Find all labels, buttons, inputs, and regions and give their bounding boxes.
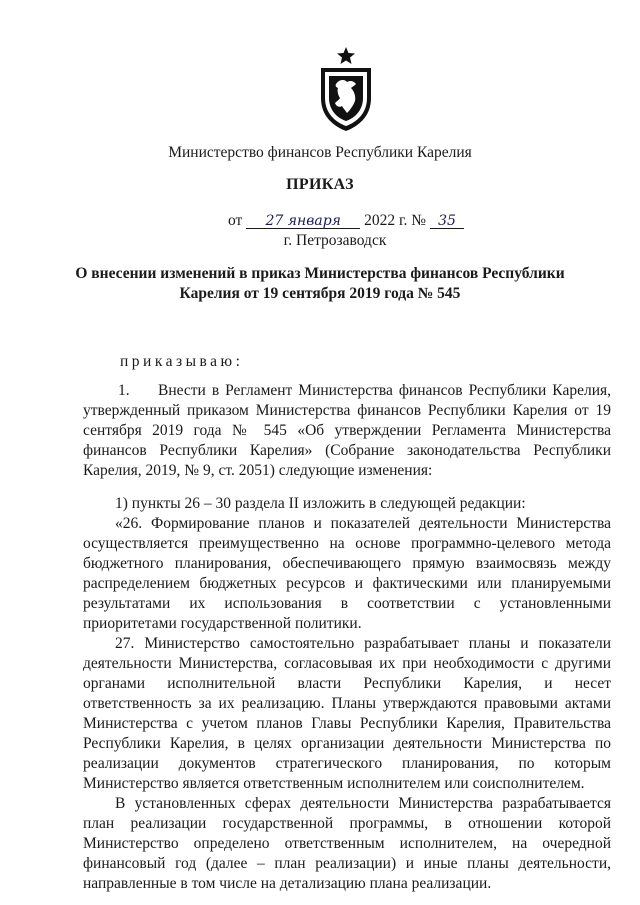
subject-line-1: О внесении изменений в приказ Министерства финансов Республики	[75, 265, 565, 282]
paragraph-27: 27. Министерство самостоятельно разрабатывает планы и показатели деятельности Министерства, согласовывая их при необходимости с другими органами исполнительной власти Республики Карелия, и несет ответственность за их реализацию. Планы утверждаются правовыми актами Министерства с учетом планов Главы Республики Карелия, Правительства Республики Карелия, в целях организации деятельности Министерства по реализации документов стратегического планирования, по которым Министерство является ответственным исполнителем или соисполнителем.	[83, 635, 611, 792]
order-word: приказываю:	[120, 353, 244, 370]
ministry-name: Министерство финансов Республики Карелия	[168, 144, 472, 161]
order-subject	[0, 264, 640, 304]
order-date-line	[228, 212, 464, 230]
star-icon	[337, 47, 355, 64]
coat-of-arms-emblem	[317, 46, 375, 132]
document-body	[83, 381, 611, 894]
item-1-text: Внести в Регламент Министерства финансов Республики Карелия, утвержденный приказом Министерства финансов Республики Карелия от 19 сентября 2019 года № 545 «Об утверждении Регламента Министерства финансов Республики Карелия» (Собрание законодательства Республики Карелия, 2019, № 9, ст. 2051) следующие изменения:	[83, 382, 611, 479]
document-title: ПРИКАЗ	[286, 176, 354, 193]
handwritten-order-number: 35	[430, 214, 464, 229]
year-and-number-label: 2022 г. №	[364, 212, 427, 229]
date-prefix: от	[228, 212, 243, 229]
handwritten-date: 27 января	[246, 214, 360, 229]
item-1-number: 1.	[118, 382, 130, 399]
paragraph-28: В установленных сферах деятельности Министерства разрабатывается план реализации государственной программы, в отношении которой Министерство определено ответственным исполнителем, на очередной финансовый год (далее – план реализации) и иные планы деятельности, направленные в том числе на детализацию плана реализации.	[83, 795, 611, 892]
city-name: г. Петрозаводск	[283, 232, 387, 249]
subject-line-2: Карелия от 19 сентября 2019 года № 545	[179, 285, 461, 302]
item-1-paragraph	[83, 381, 611, 481]
paragraph-26: «26. Формирование планов и показателей деятельности Министерства осуществляется преимущественно на основе программно-целевого метода бюджетного планирования, обеспечивающего прямую взаимосвязь между распределением бюджетных ресурсов и фактическими или планируемыми результатами их использования в соответствии с установленными приоритетами государственной политики.	[83, 515, 611, 632]
subitem-1: 1) пункты 26 – 30 раздела II изложить в следующей редакции:	[115, 495, 526, 512]
